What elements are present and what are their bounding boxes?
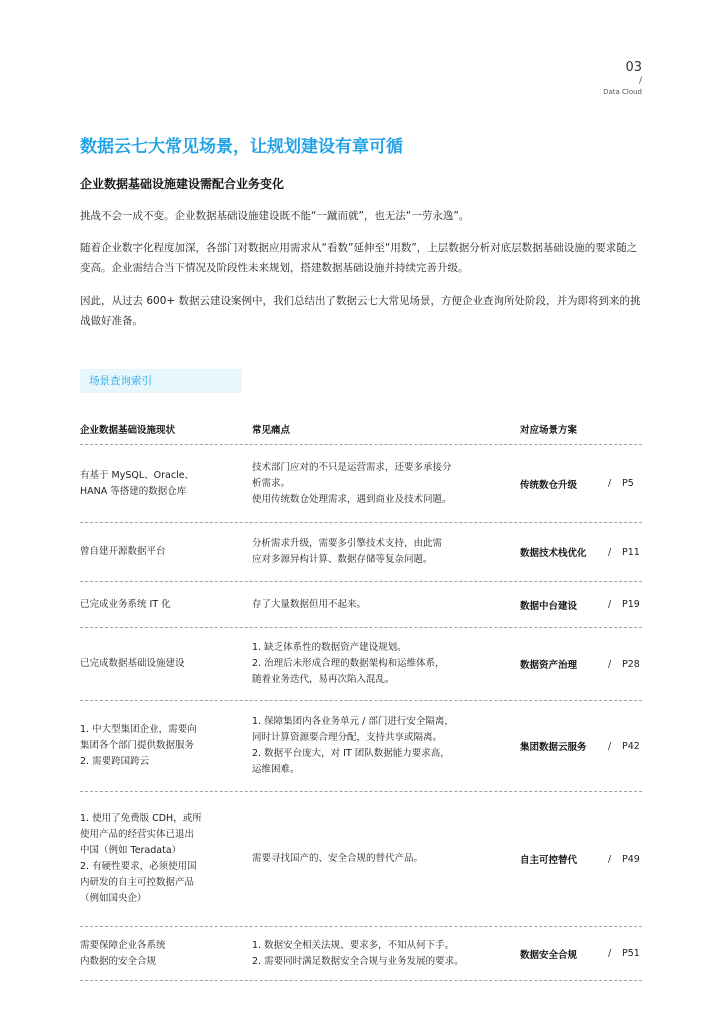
pain-point-cell-line: 随着业务迭代，易再次陷入混乱。: [252, 674, 395, 685]
table-row: [80, 700, 642, 791]
pain-point-cell-line: 1. 保障集团内各业务单元 / 部门进行安全隔离，: [252, 716, 454, 727]
solution-cell: 集团数据云服务: [520, 742, 587, 753]
status-cell-line: 内数据的安全合规: [80, 955, 157, 967]
scenario-index-table: [80, 414, 642, 981]
pain-point-cell-line: 应对多源异构计算、数据存储等复杂问题。: [252, 554, 433, 565]
page-separator: /: [608, 740, 612, 752]
page-separator: /: [608, 478, 612, 489]
pain-point-cell: [252, 445, 467, 522]
page-number-slash: /: [638, 76, 642, 86]
header-solution: 对应场景方案: [520, 425, 578, 436]
status-cell: [80, 927, 215, 980]
pain-point-cell: [252, 523, 467, 581]
table-row: [80, 581, 642, 627]
pain-point-cell: [252, 628, 467, 700]
section-subtitle: 企业数据基础设施建设需配合业务变化: [80, 177, 285, 191]
page-title: 数据云七大常见场景，让规划建设有章可循: [80, 137, 403, 157]
status-cell: [80, 792, 215, 926]
pain-point-cell-line: 1. 数据安全相关法规、要求多，不知从何下手。: [252, 939, 455, 951]
pain-point-cell-line: 需要寻找国产的、安全合规的替代产品。: [252, 853, 424, 864]
table-header: [80, 414, 642, 444]
status-cell-line: 1. 使用了免费版 CDH，或所: [80, 813, 202, 824]
table-body: [80, 444, 642, 981]
status-cell-line: 曾自建开源数据平台: [80, 546, 166, 557]
solution-cell: 数据资产治理: [520, 660, 578, 671]
solution-cell: 数据中台建设: [520, 600, 578, 612]
page-reference: P42: [622, 740, 640, 752]
solution-cell: 数据技术栈优化: [520, 548, 587, 559]
status-cell-line: 内研发的自主可控数据产品: [80, 877, 195, 888]
status-cell: [80, 582, 215, 627]
paragraph-2: 随着企业数字化程度加深，各部门对数据应用需求从“看数”延伸至“用数”，上层数据分析对底层数据基础设施的要求随之变高。企业需结合当下情况及阶段性未来规划，搭建数据基础设施并持续完善升级。: [80, 242, 638, 274]
page-separator: /: [608, 853, 612, 865]
table-row: [80, 627, 642, 700]
status-cell-line: 已完成数据基础设施建设: [80, 658, 185, 669]
paragraph-1: 挑战不会一成不变。企业数据基础设施建设既不能“一蹴而就”，也无法“一劳永逸”。: [80, 210, 470, 222]
status-cell-line: 1. 中大型集团企业，需要向: [80, 724, 197, 735]
page-separator: /: [608, 948, 612, 959]
pain-point-cell-line: 2. 数据平台庞大，对 IT 团队数据能力要求高，: [252, 748, 450, 759]
pain-point-cell-line: 1. 缺乏体系性的数据资产建设规划。: [252, 642, 407, 653]
solution-cell: 传统数仓升级: [520, 479, 578, 491]
status-cell-line: HANA 等搭建的数据仓库: [80, 485, 187, 497]
table-row: [80, 444, 642, 522]
status-cell-line: 集团各个部门提供数据服务: [80, 740, 195, 751]
page-separator: /: [608, 599, 612, 610]
page-reference: P19: [622, 599, 640, 610]
page-number: 03: [625, 60, 642, 75]
pain-point-cell-line: 使用传统数仓处理需求，遇到商业及技术问题。: [252, 493, 452, 505]
pain-point-cell-line: 2. 治理后未形成合理的数据架构和运维体系，: [252, 658, 445, 669]
pain-point-cell-line: 析需求。: [252, 477, 291, 489]
solution-cell: 自主可控替代: [520, 855, 578, 866]
page-separator: /: [608, 658, 612, 670]
page-reference: P51: [622, 948, 640, 959]
pain-point-cell-line: 存了大量数据但用不起来。: [252, 598, 367, 610]
page-reference: P28: [622, 658, 640, 670]
page-reference: P5: [622, 478, 634, 489]
status-cell-line: 2. 有硬性要求，必须使用国: [80, 861, 197, 872]
table-row: [80, 926, 642, 981]
status-cell-line: 已完成业务系统 IT 化: [80, 598, 171, 610]
page-reference: P49: [622, 853, 640, 865]
solution-cell: 数据安全合规: [520, 949, 578, 961]
page-separator: /: [608, 546, 612, 558]
scenario-index-label: 场景查询索引: [80, 369, 242, 393]
status-cell-line: 有基于 MySQL、Oracle、: [80, 469, 195, 481]
status-cell-line: （例如国央企）: [80, 893, 147, 904]
pain-point-cell: [252, 792, 467, 926]
status-cell: [80, 523, 215, 581]
table-row: [80, 522, 642, 581]
status-cell: [80, 445, 215, 522]
pain-point-cell: [252, 927, 467, 980]
header-pain-points: 常见痛点: [252, 425, 291, 436]
table-row: [80, 791, 642, 926]
status-cell: [80, 628, 215, 700]
page-number-caption: Data Cloud: [603, 88, 642, 96]
pain-point-cell-line: 运维困难。: [252, 764, 300, 775]
page-number-block: [603, 60, 642, 97]
pain-point-cell-line: 同时计算资源要合理分配，支持共享或隔离。: [252, 732, 443, 743]
header-status: 企业数据基础设施现状: [80, 425, 176, 436]
pain-point-cell: [252, 582, 467, 627]
status-cell-line: 中国（例如 Teradata）: [80, 845, 182, 856]
pain-point-cell-line: 2. 需要同时满足数据安全合规与业务发展的要求。: [252, 955, 464, 967]
status-cell-line: 使用产品的经营实体已退出: [80, 829, 195, 840]
status-cell-line: 2. 需要跨国跨云: [80, 756, 150, 767]
pain-point-cell-line: 技术部门应对的不只是运营需求，还要多承接分: [252, 461, 452, 473]
paragraph-3: 因此，从过去 600+ 数据云建设案例中，我们总结出了数据云七大常见场景，方便企业查询所处阶段，并为即将到来的挑战做好准备。: [80, 295, 641, 327]
pain-point-cell: [252, 701, 467, 791]
page-reference: P11: [622, 546, 640, 558]
status-cell-line: 需要保障企业各系统: [80, 939, 166, 951]
pain-point-cell-line: 分析需求升级，需要多引擎技术支持，由此需: [252, 538, 443, 549]
status-cell: [80, 701, 215, 791]
